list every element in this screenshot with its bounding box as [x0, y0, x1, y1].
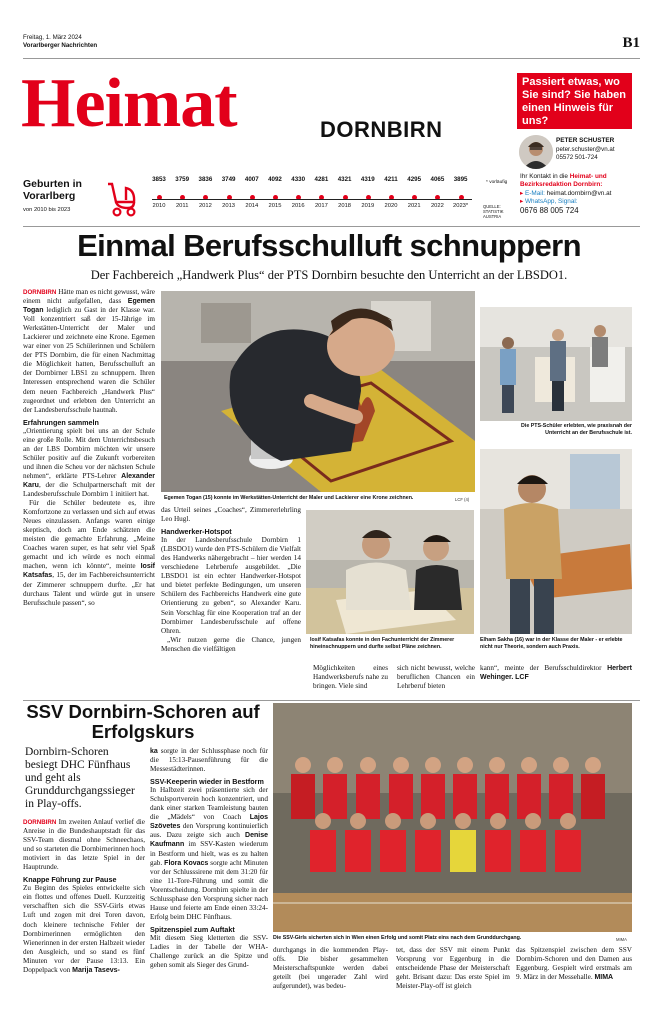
births-year: 2018 [338, 203, 352, 209]
person-name: Egemen Togan [23, 298, 156, 315]
contact-email[interactable]: heimat.dornbirn@vn.at [546, 189, 612, 197]
player-jersey [555, 830, 581, 872]
player-head [425, 757, 441, 773]
ssv-column-3: durchgangs in die kommenden Play-offs. Die bisher gesammelten Meisterschaftspunkte werden dabei geteilt (bei ungerader Zahl wird aufgerundet), was bedeu- [273, 946, 388, 991]
births-year: 2014 [245, 203, 259, 209]
subheading: Handwerker-Hotspot [161, 527, 232, 537]
reporter-name: PETER SCHUSTER [556, 137, 615, 144]
ssv-column-1: DORNBIRN Im zweiten Anlauf verlief die Anreise in die Bundeshauptstadt für das SSV-Team diesmal ohne Schneechaos, und so starteten die Dornbirnerinnen hoch motiviert in das letzte Spiel in der Hauptrunde. Knappe Führung zur Pause Zu Beginn des Spieles entwickelte sich ein flottes und offenes Duell. Kurzzeitig verschafften sich die SSV-Girls etwas Luft und zogen mit drei Toren davon, doch kleinere technische Fehler der Dornbirnerinnen ermöglichten den Wienerinnen in der ersten Halbzeit wieder den Ausgleich, und so stand es fünf Minuten vor der Pause 13:13. Ein Doppelpack von Marija Tasevs- [23, 818, 145, 974]
contact-intro: Ihr Kontakt in die [520, 173, 568, 180]
births-title: Geburten in Vorarlberg [23, 178, 82, 202]
births-year: 2016 [291, 203, 305, 209]
article-column-2: das Urteil seines „Coaches“, Zimmererlehrling Leo Hugl. Handwerker-Hotspot In der Landesberufsschule Dornbirn 1 (LBSDO1) wurde den PTS-Schülern die Vielfalt des Handwerks nähergebracht – hier werden 14 verschiedene Lehrberufe ausgebildet. „Die LBSDO1 ist ein echter Handwerker-Hotspot und bietet perfekte Bedingungen, um unseren Schülern des Fachbereichs Handwerk eine gute Orientierung zu geben“, so Alexander Karu. Sein Vorschlag für eine Kooperation traf an der Dornbirner Landesberufsschule auf offene Ohren. „Wir nutzen gerne die Chance, jungen Menschen die vielfältigen [161, 506, 301, 653]
births-year-2020 [380, 176, 402, 209]
player-head [385, 813, 401, 829]
ssv-column-4: tet, dass der SSV mit einem Punkt Vorsprung vor Eggenburg in die entscheidende Phase der Meisterschaft geht. Brisant dazu: Das erste Spiel im Meister-Play-off ist gleich [396, 946, 510, 991]
player-head [315, 813, 331, 829]
article-column-5: kann“, meinte der Berufsschuldirektor Herbert Wehinger. LCF [480, 664, 632, 682]
author-sign: LCF [515, 674, 529, 682]
photo-crown-drawing [161, 291, 475, 492]
page-number: B1 [622, 35, 640, 51]
births-value: 3853 [152, 176, 166, 183]
births-value: 4007 [244, 176, 259, 183]
article-column-4: sich nicht bewusst, welche beruflichen Chancen ein Lehrberuf bieten [397, 664, 475, 691]
player-jersey [421, 774, 445, 819]
subheading: Knappe Führung zur Pause [23, 875, 117, 885]
births-value: 4092 [268, 176, 282, 183]
player-head [585, 757, 601, 773]
births-value: 3749 [221, 176, 236, 183]
person-name: Denise Kaufmann [150, 832, 268, 849]
article-subhead: Der Fachbereich „Handwerk Plus“ der PTS Dornbirn besuchte den Unterricht an der LBSDO1. [90, 268, 568, 282]
births-year: 2022 [430, 203, 444, 209]
births-year: 2010 [152, 203, 166, 209]
births-year-2018 [334, 176, 356, 209]
births-year-2022 [426, 176, 448, 209]
contact-highlight: Heimat- und Bezirksredaktion Dornbirn: [520, 173, 607, 189]
subheading: SSV-Keeperin wieder in Bestform [150, 777, 264, 787]
stroller-icon [104, 178, 138, 223]
subheading: Erfahrungen sammeln [23, 417, 99, 427]
dateline-place: DORNBIRN [23, 819, 57, 826]
births-timeline [148, 176, 474, 220]
divider [23, 226, 640, 227]
player-jersey [517, 774, 541, 819]
births-year-2023 [450, 176, 472, 209]
email-label: E-Mail: [525, 189, 545, 197]
player-head [420, 813, 436, 829]
player-jersey [310, 830, 336, 872]
births-year: 2013 [222, 203, 236, 209]
births-value: 3759 [175, 176, 190, 183]
photo-carpentry [306, 510, 474, 634]
player-head [489, 757, 505, 773]
ssv-deck: Dornbirn-Schoren besiegt DHC Fünfhaus und geht als Grunddurchgangssieger in Play-offs. [25, 746, 135, 810]
section-title: Heimat [21, 65, 237, 142]
births-note: * vorläufig [486, 180, 508, 185]
person-name: Flora Kovacs [164, 859, 209, 867]
photo-caption: Iosif Katsafas konnte in den Fachunterricht der Zimmerer hineinschnuppern und durfte selbst Pläne zeichnen. [310, 637, 455, 650]
reporter-portrait-icon [519, 135, 553, 169]
births-value: 4295 [407, 176, 422, 183]
person-name: Marija Tasevs- [72, 966, 120, 974]
player-jersey [389, 774, 413, 819]
person-name: Lajos Szövetes [150, 814, 268, 831]
player-jersey [415, 830, 441, 872]
ssv-column-2: ka sorgte in der Schlussphase noch für die 15:13-Pausenführung für die Messestädterinnen. SSV-Keeperin wieder in Bestform In Halbzeit zwei präsentierte sich der Schulsportverein hoch konzentriert, und dank einer starken Teamleistung bauten die „Mädels“ von Coach Lajos Szövetes den Vorsprung kontinuierlich aus. Dazu zeigte sich auch Denise Kaufmann im SSV-Kasten wiederum in Bestform und hielt, was es zu halten gab. Flora Kovacs sorgte acht Minuten vor der Schlusssirene mit dem 31:20 für eine 11-Tore-Führung und somit die Vorentscheidung. Dornbirn spielte in der Schlussphase den Vorsprung sicher nach Hause und feierte am Ende einen 33:24-Erfolg beim DHC Fünfhaus. Spitzenspiel zum Auftakt Mit diesem Sieg kletterten die SSV-Ladies in der Tabelle der WHA-Challenge zurück an die Spitze und gehen somit als Sieger des Grund- [150, 747, 269, 970]
player-head [393, 757, 409, 773]
article-column-1: DORNBIRN Hätte man es nicht gewusst, wäre einem nicht aufgefallen, dass Egemen Togan lediglich zu Gast in der Klasse war. Voll konzentriert saß der 15-Jährige im Werkstätten-Unterricht der Maler und Lackierer und zeichnete eine Krone. Egemen war einer von 25 Schülerinnen und Schülern der PTS Dornbirn, die für einen Nachmittag die Möglichkeit hatten, Berufsschulluft an der Dornbirner LBS1 zu schnuppern. Ihren Interessen entsprechend waren die Schüler dem neuen Fachbereich „Handwerk Plus“ zugeordnet und erlebten den Unterricht an der Landesberufsschule hautnah. Erfahrungen sammeln „Orientierung spielt bei uns an der Schule eine große Rolle. Mit dem Unterrichtsbesuch an der LBS Dornbirn möchten wir unsere Schüler positiv auf die Zukunft vorbereiten und ihnen die Scheu vor der nächsten Schule nehmen“, erklärte PTS-Lehrer Alexander Karu, der die Schulpartnerschaft mit der Landesberufsschule Dornbirn 1 initiiert hat. Für die Schüler bedeutete es, ihre Komfortzone zu verlassen und sich auf etwas Neues einzulassen. Anfangs waren einige skeptisch, doch am Ende schätzten die meisten die gemachte Erfahrung. „Meine Coaches waren super, es hat sehr viel Spaß gemacht und ich würde es noch einmal machen, wenn ich könnte“, meinte Iosif Katsafas, 15, der im Fachbereichsunterricht der Zimmerer schnuppern durfte. „Er hat durchaus Talent und würde gut in unsere Berufsschule passen“, so [23, 288, 156, 607]
reporter-email[interactable]: peter.schuster@vn.at [556, 146, 615, 153]
births-value: 4211 [384, 176, 398, 183]
avatar [519, 135, 553, 169]
births-year-2019 [357, 176, 379, 209]
player-jersey [380, 830, 406, 872]
births-year-2010 [148, 176, 170, 209]
photo-team [273, 703, 632, 932]
births-subtitle: von 2010 bis 2023 [23, 207, 71, 213]
player-head [327, 757, 343, 773]
births-value: 4330 [291, 176, 306, 183]
dateline [23, 34, 97, 49]
player-jersey [485, 774, 509, 819]
births-year-2014 [241, 176, 263, 209]
subheading: Spitzenspiel zum Auftakt [150, 924, 235, 934]
tip-box: Passiert etwas, wo Sie sind? Sie haben einen Hinweis für uns? [517, 73, 632, 129]
player-head [553, 757, 569, 773]
photo-painter [480, 449, 632, 634]
photo-credit: LCF (4) [455, 497, 470, 502]
paper-name: Vorarlberger Nachrichten [23, 41, 98, 49]
article-headline: Einmal Berufsschulluft schnuppern [77, 228, 581, 263]
births-year: 2012 [198, 203, 212, 209]
births-source: QUELLE: STATISTIK AUSTRIA [483, 204, 504, 219]
ssv-column-5: das Spitzenspiel zwischen dem SSV Dornbirn-Schoren und den Damen aus Eggenburg. Gespielt wird erstmals am 9. März in der Messehalle. MIMA [516, 946, 632, 982]
author-sign: MIMA [594, 974, 614, 982]
births-year-2015 [264, 176, 286, 209]
births-year: 2015 [268, 203, 282, 209]
births-value: 4321 [337, 176, 352, 183]
whatsapp-label: WhatsApp, Signal: [525, 198, 578, 206]
births-value: 4065 [430, 176, 445, 183]
player-jersey [356, 774, 380, 819]
photo-caption: Elham Sakha (16) war in der Klasse der Maler - er erlebte nicht nur Theorie, sondern auch Praxis. [480, 637, 623, 650]
player-head [350, 813, 366, 829]
births-year-2013 [218, 176, 240, 209]
whatsapp-number[interactable]: 0676 88 005 724 [520, 205, 579, 215]
player-head [560, 813, 576, 829]
births-year: 2023* [453, 203, 469, 209]
player-head [455, 813, 471, 829]
contact-block: Ihr Kontakt in die Heimat- und Bezirksredaktion Dornbirn: ▸ E-Mail: heimat.dornbirn@vn.at ▸ WhatsApp, Signal: 0676 88 005 724 [520, 173, 638, 215]
player-head [295, 757, 311, 773]
person-name: Alexander Karu [23, 472, 155, 489]
births-year: 2021 [407, 203, 421, 209]
births-value: 4281 [314, 176, 329, 183]
photo-workshop [480, 307, 632, 421]
births-year-2021 [403, 176, 425, 209]
photo-credit: MIMA [616, 937, 627, 942]
player-head [490, 813, 506, 829]
ssv-headline: SSV Dornbirn-Schoren auf Erfolgskurs [26, 701, 260, 742]
births-year-2011 [171, 176, 193, 209]
births-year-2016 [287, 176, 309, 209]
births-year: 2017 [314, 203, 328, 209]
section-place: DORNBIRN [320, 117, 443, 142]
births-value: 3836 [198, 176, 213, 183]
player-jersey [581, 774, 605, 819]
player-jersey [485, 830, 511, 872]
births-year: 2011 [175, 203, 189, 209]
player-jersey [323, 774, 347, 819]
player-head [525, 813, 541, 829]
photo-caption: Egemen Togan (15) konnte im Werkstätten-Unterricht der Maler und Lackierer eine Krone zeichnen. [164, 495, 414, 501]
article-column-3: Möglichkeiten eines Handwerksberufs nahe zu bringen. Viele sind [313, 664, 388, 691]
player-jersey [549, 774, 573, 819]
births-year-2017 [310, 176, 332, 209]
player-jersey [291, 774, 315, 819]
births-value: 3895 [453, 176, 468, 183]
player-head [457, 757, 473, 773]
top-divider [23, 58, 640, 59]
player-jersey [453, 774, 477, 819]
births-value: 4319 [360, 176, 375, 183]
issue-date: Freitag, 1. März 2024 [23, 34, 82, 41]
dateline-place: DORNBIRN [23, 289, 57, 296]
player-jersey [450, 830, 476, 872]
reporter-contact [556, 146, 615, 162]
player-jersey [345, 830, 371, 872]
photo-caption: Die PTS-Schüler erlebten, wie praxisnah der Unterricht an der Berufsschule ist. [521, 423, 632, 436]
player-jersey [520, 830, 546, 872]
births-year: 2020 [384, 203, 398, 209]
reporter-phone: 05572 501-724 [556, 153, 598, 161]
person-name: Herbert Wehinger. [480, 665, 632, 682]
person-name: Iosif Katsafas [23, 563, 155, 580]
player-head [521, 757, 537, 773]
player-head [360, 757, 376, 773]
births-year: 2019 [361, 203, 375, 209]
photo-caption: Die SSV-Girls sicherten sich in Wien einen Erfolg und somit Platz eins nach dem Grunddurchgang. [273, 935, 522, 941]
births-year-2012 [194, 176, 216, 209]
timeline-axis [152, 199, 472, 200]
